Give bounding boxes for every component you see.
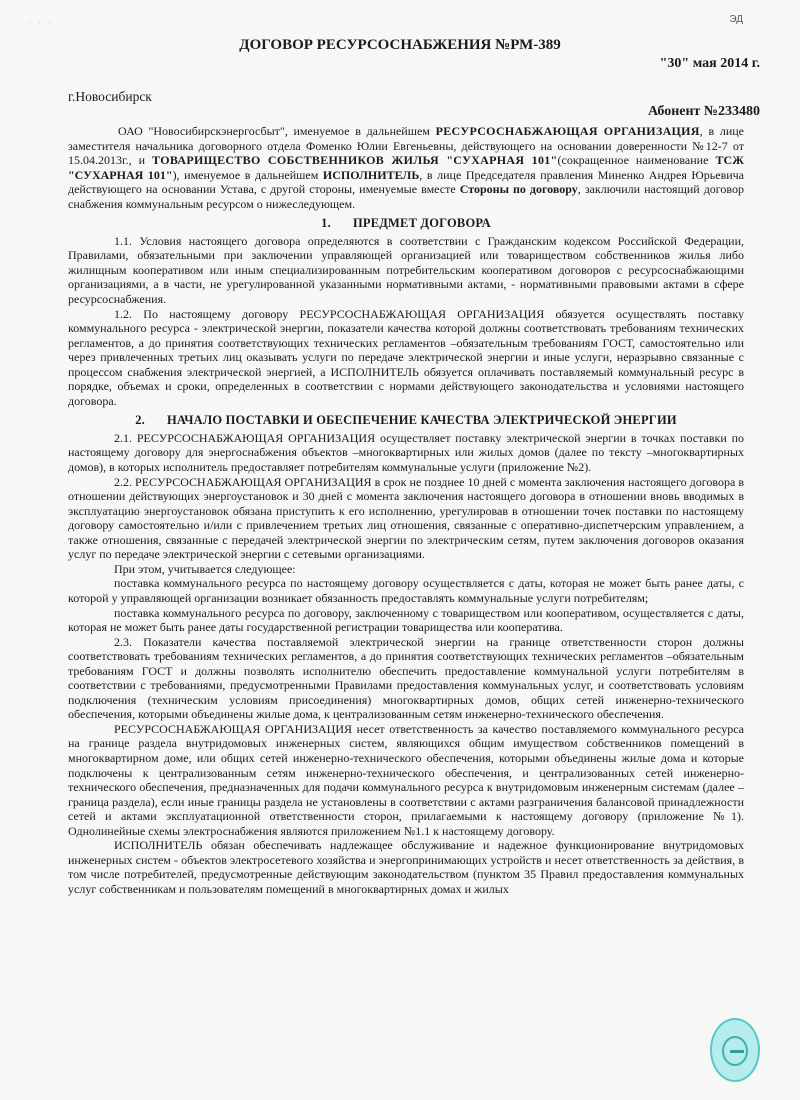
section-1-heading: 1. ПРЕДМЕТ ДОГОВОРА	[321, 216, 491, 231]
stamp-glyph	[730, 1050, 744, 1053]
section-2-heading: 2. НАЧАЛО ПОСТАВКИ И ОБЕСПЕЧЕНИЕ КАЧЕСТВА ЭЛЕКТРИЧЕСКОЙ ЭНЕРГИИ	[135, 413, 677, 428]
clause-2-3: 2.3. Показатели качества поставляемой электрической энергии на границе ответственности сторон должны соответствовать требованиям технических регламентов, а до принятия соответствующих технических регламентов –обязательным требованиям ГОСТ и должны позволять исполнителю обеспечить предоставление коммунальной услуги потребителям в соответствии с требованиями, предусмотренными Правилами предоставления коммунальных услуг, и соответствовать условиям подключения (техническим условиям присоединения) многоквартирных домов, общих сетей инженерно-технического обеспечения, которыми объединены жилые дома, к централизованным сетям инженерно-технического обеспечения.	[68, 634, 744, 722]
clause-2-3-executor-duty: ИСПОЛНИТЕЛЬ обязан обеспечивать надлежащее обслуживание и надежное функционирование внутридомовых инженерных систем - объектов электросетевого хозяйства и энергопринимающих устройств и несет ответственность за действия, в том числе потребителей, предусмотренные действующим законодательством (пунктом 35 Правил предоставления коммунальных услуг собственникам и пользователям помещений в многоквартирных домах и жилых	[68, 838, 744, 896]
corner-code: ЭД	[729, 14, 743, 25]
clause-1-2: 1.2. По настоящему договору РЕСУРСОСНАБЖАЮЩАЯ ОРГАНИЗАЦИЯ обязуется осуществлять поставку коммунального ресурса - электрической энергии, показатели качества которой должны соответствовать требованиям технических регламентов, а до принятия соответствующих технических регламентов –обязательным требованиям ГОСТ, самостоятельно или через привлеченных третьих лиц оказывать услуги по передаче электрической энергии и иные услуги, неразрывно связанные с процессом снабжения электрической энергией, а ИСПОЛНИТЕЛЬ обязуется оплачивать поставляемый коммунальный ресурс в порядке, объемах и сроки, определенных в соответствии с нормами действующего законодательства и условиями настоящего договора.	[68, 306, 744, 408]
preamble-paragraph: ОАО "Новосибирскэнергосбыт", именуемое в дальнейшем РЕСУРСОСНАБЖАЮЩАЯ ОРГАНИЗАЦИЯ, в лице заместителя начальника договорного отдела Фоменко Юлии Евгеньевны, действующего на основании доверенности №12-7 от 15.04.2013г., и ТОВАРИЩЕСТВО СОБСТВЕННИКОВ ЖИЛЬЯ "СУХАРНАЯ 101"(сокращенное наименование ТСЖ "СУХАРНАЯ 101"), именуемое в дальнейшем ИСПОЛНИТЕЛЬ, в лице Председателя правления Миненко Андрея Юрьевича действующего на основании Устава, с другой стороны, именуемые вместе Стороны по договору, заключили настоящий договор снабжения коммунальным ресурсом о нижеследующем.	[68, 124, 745, 211]
clause-2-1: 2.1. РЕСУРСОСНАБЖАЮЩАЯ ОРГАНИЗАЦИЯ осуществляет поставку электрической энергии в точках поставки по настоящему договору для энергоснабжения объектов –многоквартирных или жилых домов (далее по тексту –многоквартирных домов), в которых исполнитель предоставляет потребителям коммунальные услуги (приложение №2).	[68, 430, 744, 475]
abonent-number: Абонент №233480	[647, 104, 760, 119]
clause-2-2-item-2: поставка коммунального ресурса по договору, заключенному с товариществом или кооперативом, осуществляется с даты, которая не может быть ранее даты государственной регистрации товарищества или кооператива.	[68, 605, 744, 635]
document-body	[68, 124, 744, 896]
clause-2-3-responsibility: РЕСУРСОСНАБЖАЮЩАЯ ОРГАНИЗАЦИЯ несет ответственность за качество поставляемого коммунального ресурса на границе раздела внутридомовых инженерных систем, являющихся общим имуществом собственников помещений в многоквартирном доме, или общих сетей инженерно-технического обеспечения, которыми объединены жилые дома и которые подключены к централизованным сетям инженерно-технического обеспечения, и централизованных сетей инженерно-технического обеспечения, предназначенных для подачи коммунального ресурса к внутридомовым инженерным системам (далее –граница раздела), если иные границы раздела не установлены в соответствии с актами разграничения балансовой принадлежности сетей и актами эксплуатационной ответственности сторон, прилагаемыми к настоящему договору (приложение №1). Однолинейные схемы электроснабжения являются приложением №1.1 к настоящему договору.	[68, 721, 744, 838]
clause-2-2-item-1: поставка коммунального ресурса по настоящему договору осуществляется с даты, которая не может быть ранее даты, с которой у управляющей организации возникает обязанность предоставлять коммунальные услуги потребителям;	[68, 576, 744, 605]
document-city: г.Новосибирск	[68, 89, 152, 104]
clause-1-1: 1.1. Условия настоящего договора определяются в соответствии с Гражданским кодексом Российской Федерации, Правилами, обязательными при заключении управляющей организацией или товариществом собственников жилья либо жилищным кооперативом или иным специализированным потребительским кооперативом договоров с ресурсоснабжающими организациями, а в части, не урегулированной указанными нормативными актами, - нормативными правовыми актами в сфере ресурсоснабжения.	[68, 233, 744, 307]
scan-smudge: · · ·	[28, 18, 53, 29]
document-title: ДОГОВОР РЕСУРСОСНАБЖЕНИЯ №РМ-389	[239, 37, 561, 53]
document-date: "30" мая 2014 г.	[659, 56, 760, 71]
clause-2-2-note: При этом, учитывается следующее:	[114, 561, 296, 576]
stamp-mark	[710, 1018, 760, 1082]
clause-2-2: 2.2. РЕСУРСОСНАБЖАЮЩАЯ ОРГАНИЗАЦИЯ в срок не позднее 10 дней с момента заключения настоящего договора в отношении действующих энергоустановок и 30 дней с момента заключения настоящего договора в отношении вновь вводимых в эксплуатацию энергоустановок обязана приступить к его исполнению, урегулировав в отношении точек поставки по настоящему договору самостоятельно и/или с привлечением третьих лиц отношения, связанные с оперативно-диспетчерским управлением, а также отношения, связанные с передачей электрической энергии по электрическим сетям, путем заключения договоров оказания услуг по передаче электрической энергии с сетевыми организациями.	[68, 474, 744, 562]
